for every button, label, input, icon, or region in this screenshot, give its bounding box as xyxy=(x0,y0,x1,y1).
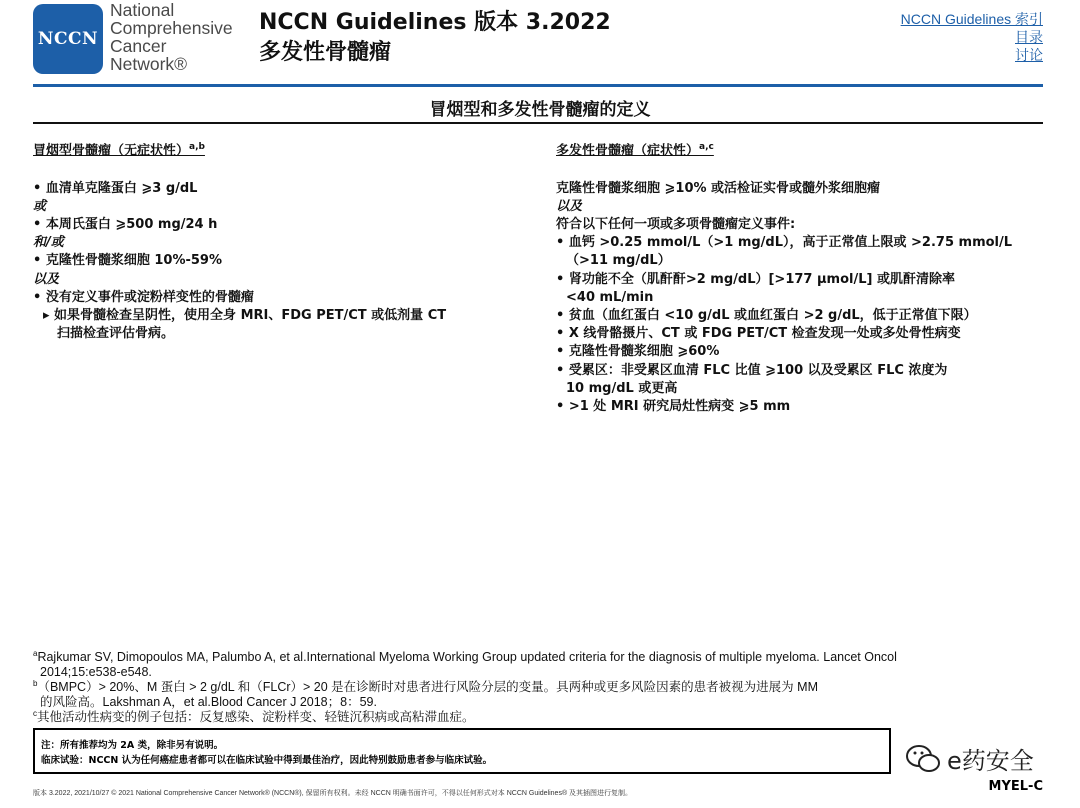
org-line: Cancer xyxy=(110,36,167,56)
footnote-text: （BMPC）> 20%、M 蛋白 > 2 g/dL 和（FLCr）> 20 是在诊断时对患者进行风险分层的变量。具两种或更多风险因素的患者被视为进展为 MM xyxy=(37,680,818,695)
guidelines-index-link[interactable]: NCCN Guidelines 索引 xyxy=(900,11,1043,27)
clinical-trials-note: 临床试验：NCCN 认为任何癌症患者都可以在临床试验中得到最佳治疗，因此特别鼓励患者参与临床试验。 xyxy=(41,755,493,766)
recommendation-note-box xyxy=(33,728,891,774)
footnote-c xyxy=(33,706,475,725)
copyright-line: 版本 3.2022, 2021/10/27 © 2021 National Comprehensive Cancer Network® (NCCN®), 保留所有权利。未经 NCCN 明确书面许可，不得以任何形式对本 NCCN Guidelines® 及其插图进行复制。 xyxy=(33,790,633,797)
document-title-topic: 多发性骨髓瘤 xyxy=(259,40,392,65)
smoldering-myeloma-section xyxy=(33,138,446,343)
criterion-line: • 本周氏蛋白 ⩾500 mg/24 h xyxy=(33,216,218,232)
criterion-continuation: 10 mg/dL 或更高 xyxy=(566,380,678,396)
criterion-line: • 肾功能不全（肌酐酐>2 mg/dL）[>177 µmol/L] 或肌酐清除率 xyxy=(556,271,955,287)
criterion-continuation: （>11 mg/dL） xyxy=(566,253,671,269)
footnote-text: Rajkumar SV, Dimopoulos MA, Palumbo A, et al.International Myeloma Working Group updated criteria for the diagnosis of multiple myeloma. Lancet Oncol xyxy=(37,650,897,665)
criterion-line: • 血清单克隆蛋白 ⩾3 g/dL xyxy=(33,180,198,196)
heading-text: 多发性骨髓瘤（症状性） xyxy=(556,143,700,159)
criterion-continuation: <40 mL/min xyxy=(566,289,654,305)
heading-footnote-ref: a,c xyxy=(699,142,714,152)
org-line: National xyxy=(110,0,175,20)
nccn-logo: NCCN xyxy=(33,4,103,74)
criterion-line: • 贫血（血红蛋白 <10 g/dL 或血红蛋白 >2 g/dL，低于正常值下限） xyxy=(556,307,977,323)
footnote-mark: c xyxy=(33,709,37,718)
discussion-link[interactable]: 讨论 xyxy=(1015,47,1043,63)
footnote-mark: a xyxy=(33,649,38,658)
connector-line: 以及 xyxy=(33,271,60,287)
title-divider xyxy=(33,122,1043,124)
category-note: 注：所有推荐均为 2A 类，除非另有说明。 xyxy=(41,740,224,751)
criterion-line: • 血钙 >0.25 mmol/L（>1 mg/dL），高于正常值上限或 >2.75 mmol/L xyxy=(556,235,1013,251)
multiple-myeloma-section xyxy=(556,138,1012,416)
footnote-text: 的风险高。Lakshman A，et al.Blood Cancer J 2018；8：59. xyxy=(40,695,377,710)
wechat-icon xyxy=(905,744,941,774)
multiple-myeloma-heading xyxy=(556,138,1012,161)
page-title: 冒烟型和多发性骨髓瘤的定义 xyxy=(429,100,651,120)
criterion-line: 克隆性骨髓浆细胞 ⩾10% 或活检证实骨或髓外浆细胞瘤 xyxy=(556,180,881,196)
table-of-contents-link[interactable]: 目录 xyxy=(1015,29,1043,45)
connector-line: 和/或 xyxy=(33,235,64,251)
page-code: MYEL-C xyxy=(988,779,1043,794)
criterion-line: • >1 处 MRI 研究局灶性病变 ⩾5 mm xyxy=(556,398,791,414)
connector-line: 或 xyxy=(33,198,47,214)
footnote-mark: b xyxy=(33,679,38,688)
footnote-text: 其他活动性病变的例子包括：反复感染、淀粉样变、轻链沉积病或高粘滞血症。 xyxy=(37,710,475,725)
header-divider xyxy=(33,84,1043,87)
heading-text: 冒烟型骨髓瘤（无症状性） xyxy=(33,143,190,159)
document-title-version: NCCN Guidelines 版本 3.2022 xyxy=(259,10,611,35)
connector-line: 以及 xyxy=(556,198,583,214)
criterion-line: • 克隆性骨髓浆细胞 10%-59% xyxy=(33,253,222,269)
document-title xyxy=(259,8,611,68)
sub-criterion-line: ▸ 如果骨髓检查呈阴性，使用全身 MRI、FDG PET/CT 或低剂量 CT xyxy=(43,307,447,323)
heading-footnote-ref: a,b xyxy=(189,142,205,152)
smoldering-myeloma-heading xyxy=(33,138,446,161)
footnote-text: 2014;15:e538-e548. xyxy=(40,665,152,680)
criterion-line: • 受累区：非受累区血清 FLC 比值 ⩾100 以及受累区 FLC 浓度为 xyxy=(556,362,948,378)
watermark-text: e药安全 xyxy=(947,747,1034,775)
org-line: Network® xyxy=(110,54,188,74)
watermark xyxy=(905,741,1034,776)
organization-name xyxy=(110,1,233,73)
criterion-intro-line: 符合以下任何一项或多项骨髓瘤定义事件: xyxy=(556,216,796,232)
criterion-line: • 没有定义事件或淀粉样变性的骨髓瘤 xyxy=(33,289,254,305)
header-links xyxy=(901,10,1043,64)
criterion-line: • 克隆性骨髓浆细胞 ⩾60% xyxy=(556,344,720,360)
org-line: Comprehensive xyxy=(110,18,233,38)
criterion-line: • X 线骨骼摄片、CT 或 FDG PET/CT 检查发现一处或多处骨性病变 xyxy=(556,326,961,342)
sub-criterion-continuation: 扫描检查评估骨病。 xyxy=(57,326,175,342)
